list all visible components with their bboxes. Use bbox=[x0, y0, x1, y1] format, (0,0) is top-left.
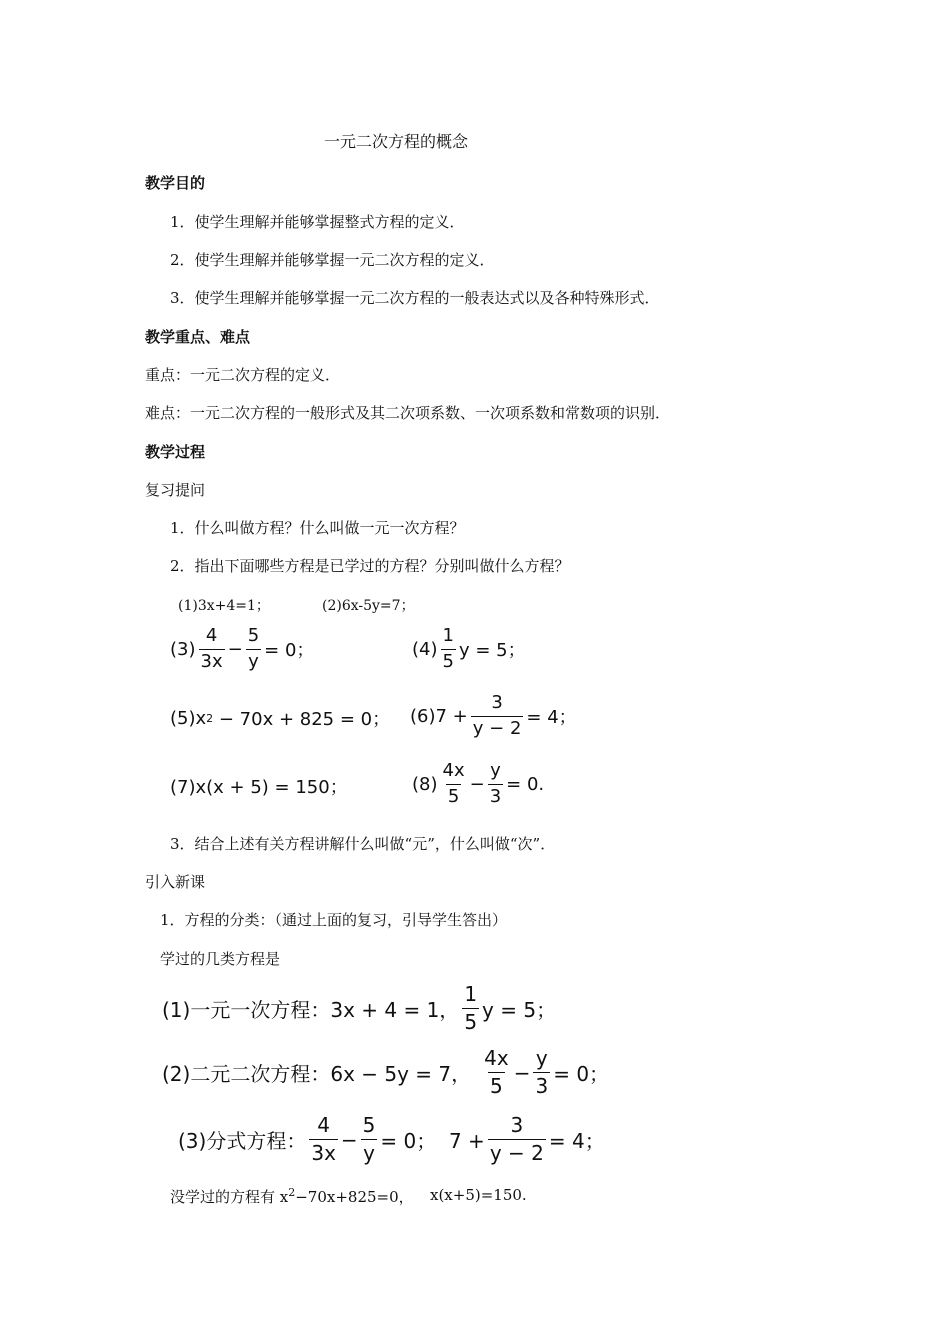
fraction: $\frac{3}{y - 2}$ bbox=[472, 692, 522, 739]
unlearned-equation-2: x(x+5)=150. bbox=[430, 1186, 527, 1204]
equation-type-2: (2)二元二次方程： 6x − 5y = 7， $\frac{4x}{5}$ − $\frac{y}{3}$ = 0； bbox=[162, 1046, 610, 1098]
intro-heading: 引入新课 bbox=[145, 873, 206, 891]
equation-8: (8) $\frac{4x}{5}$ − $\frac{y}{3}$ = 0. bbox=[412, 760, 545, 807]
page-title: 一元二次方程的概念 bbox=[324, 132, 469, 151]
fraction: $\frac{5}{y}$ bbox=[247, 625, 260, 672]
equation-2: (2)6x-5y=7； bbox=[322, 598, 415, 614]
key-point-text: 重点：一元二次方程的定义． bbox=[145, 366, 341, 384]
fraction: $\frac{y}{3}$ bbox=[489, 760, 502, 807]
question-3: 3．结合上述有关方程讲解什么叫做“元”，什么叫做“次”． bbox=[170, 835, 556, 853]
fraction: $\frac{4x}{5}$ bbox=[442, 760, 465, 807]
unlearned-equations: 没学过的方程有 $x^2-70x+825=0$， bbox=[170, 1186, 414, 1206]
fraction: $\frac{5}{y}$ bbox=[362, 1113, 376, 1165]
equation-6: (6)7 + $\frac{3}{y - 2}$ = 4； bbox=[410, 692, 577, 739]
question-2: 2．指出下面哪些方程是已学过的方程？分别叫做什么方程？ bbox=[170, 557, 570, 575]
fraction: $\frac{y}{3}$ bbox=[535, 1046, 549, 1098]
goal-item-3: 3．使学生理解并能够掌握一元二次方程的一般表达式以及各种特殊形式． bbox=[170, 289, 660, 307]
question-1: 1．什么叫做方程？什么叫做一元一次方程？ bbox=[170, 519, 465, 537]
goal-item-2: 2．使学生理解并能够掌握一元二次方程的定义． bbox=[170, 251, 495, 269]
review-heading: 复习提问 bbox=[145, 481, 206, 499]
equation-3: (3) $\frac{4}{3x}$ − $\frac{5}{y}$ = 0； bbox=[170, 625, 315, 672]
difficulty-text: 难点：一元二次方程的一般形式及其二次项系数、一次项系数和常数项的识别． bbox=[145, 404, 671, 422]
equation-type-3: (3)分式方程： $\frac{4}{3x}$ − $\frac{5}{y}$ = 0； 7 + $\frac{3}{y - 2}$ = 4； bbox=[178, 1113, 605, 1165]
learned-types-text: 学过的几类方程是 bbox=[160, 950, 281, 968]
section-heading-keypoints: 教学重点、难点 bbox=[145, 328, 251, 346]
fraction: $\frac{4x}{5}$ bbox=[484, 1046, 509, 1098]
section-heading-goals: 教学目的 bbox=[145, 174, 206, 192]
fraction: $\frac{4}{3x}$ bbox=[311, 1113, 336, 1165]
fraction: $\frac{3}{y - 2}$ bbox=[489, 1113, 544, 1165]
fraction: $\frac{1}{5}$ bbox=[442, 625, 454, 672]
classification-text: 1．方程的分类：（通过上面的复习，引导学生答出） bbox=[160, 911, 508, 929]
equation-type-1: (1)一元一次方程： 3x + 4 = 1， $\frac{1}{5}$ y = 5； bbox=[162, 982, 557, 1034]
equation-1: (1)3x+4=1； bbox=[178, 598, 270, 614]
equation-3-label: (3) bbox=[170, 638, 196, 660]
goal-item-1: 1．使学生理解并能够掌握整式方程的定义． bbox=[170, 213, 465, 231]
equation-7: (7)x(x + 5) = 150； bbox=[170, 777, 348, 798]
fraction: $\frac{1}{5}$ bbox=[464, 982, 478, 1034]
equation-5: (5)x 2 − 70x + 825 = 0； bbox=[170, 707, 391, 730]
fraction: $\frac{4}{3x}$ bbox=[200, 625, 223, 672]
section-heading-process: 教学过程 bbox=[145, 443, 206, 461]
equation-4: (4) $\frac{1}{5}$ y = 5； bbox=[412, 625, 526, 672]
